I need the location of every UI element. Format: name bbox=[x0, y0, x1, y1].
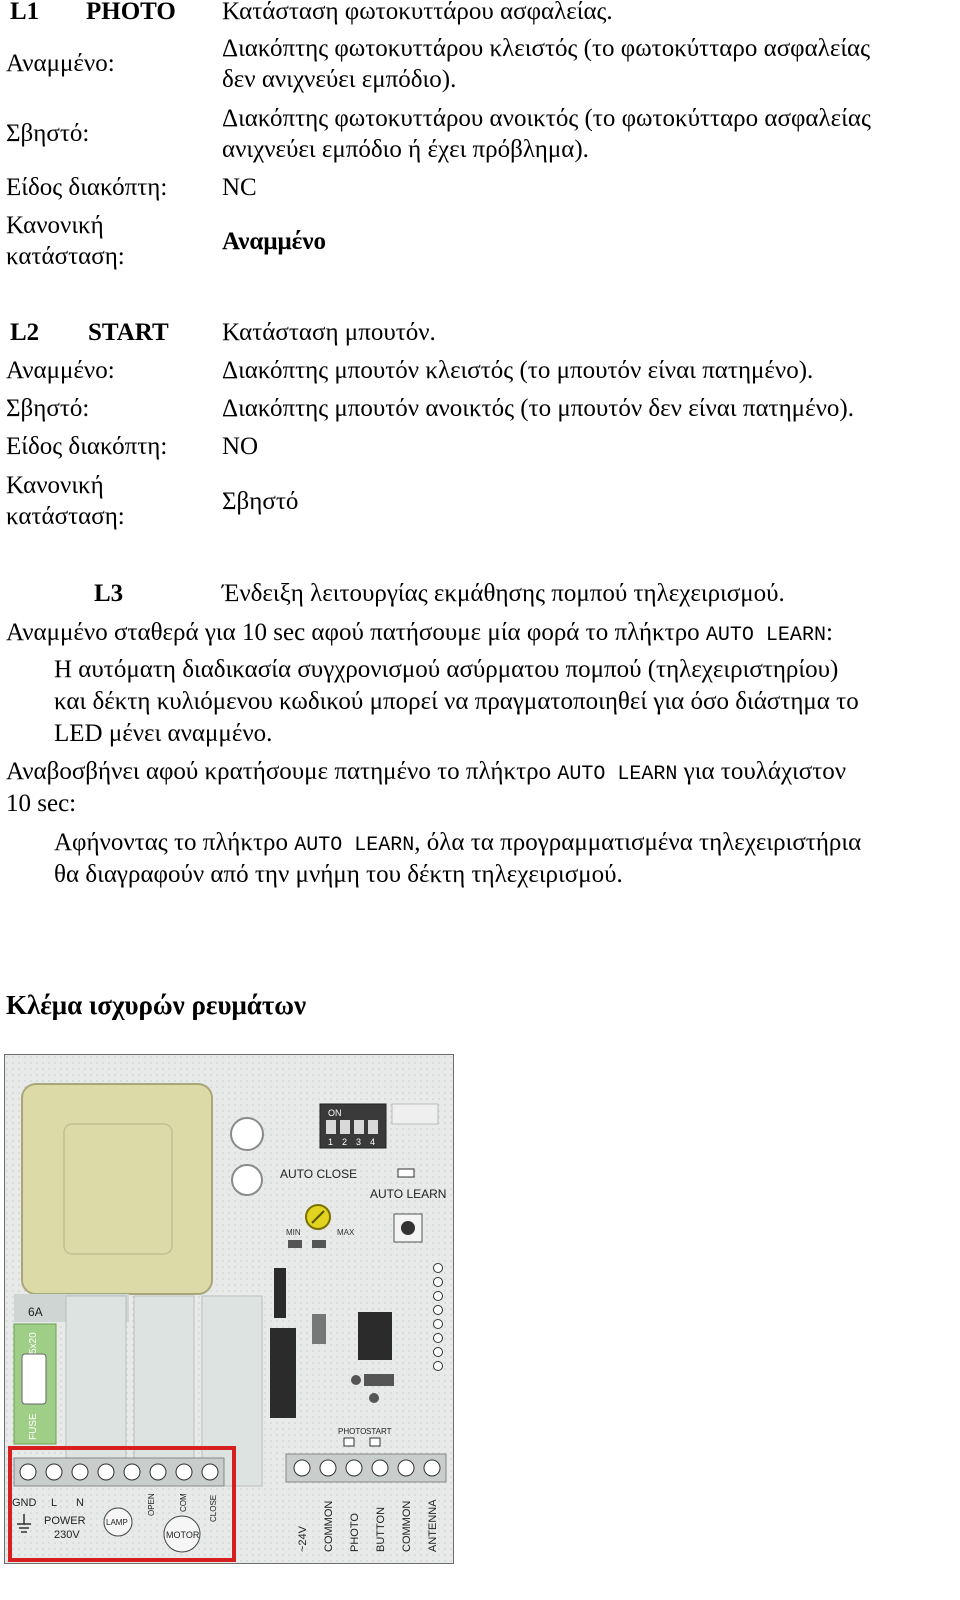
connector-pin bbox=[434, 1348, 443, 1357]
voltage-regulator bbox=[270, 1328, 296, 1418]
terminal-24v: ~24V bbox=[297, 1526, 309, 1552]
l1-off-text-2: ανιχνεύει εμπόδιο ή έχει πρόβλημα). bbox=[222, 136, 589, 163]
dip-num-2: 2 bbox=[342, 1137, 348, 1147]
l1-off-text-1: Διακόπτης φωτοκυττάρου ανοικτός (το φωτοκύτταρο ασφαλείας bbox=[222, 105, 871, 132]
l3-p2-text: Αναβοσβήνει αφού κρατήσουμε πατημένο το πλήκτρο bbox=[6, 758, 558, 785]
l1-on-text-1: Διακόπτης φωτοκυττάρου κλειστός (το φωτοκύτταρο ασφαλείας bbox=[222, 35, 871, 62]
l1-code: L1 bbox=[10, 0, 40, 25]
terminal-screw bbox=[124, 1464, 140, 1480]
connector-pin bbox=[434, 1320, 443, 1329]
terminal-screw bbox=[398, 1460, 414, 1476]
l2-name: START bbox=[88, 319, 169, 346]
l3-indent-1-line-3: LED μένει αναμμένο. bbox=[54, 720, 273, 747]
capacitor-middle bbox=[232, 1165, 262, 1195]
chip-vertical bbox=[274, 1268, 286, 1318]
l1-normal-value: Αναμμένο bbox=[222, 228, 327, 255]
voltage-label: 230V bbox=[54, 1529, 80, 1541]
l2-title: Κατάσταση μπουτόν. bbox=[222, 319, 436, 346]
connector-pin bbox=[434, 1278, 443, 1287]
fuse-label: FUSE bbox=[28, 1413, 39, 1440]
control-board-diagram bbox=[4, 1054, 454, 1564]
terminal-screw bbox=[20, 1464, 36, 1480]
l2-type-value: NO bbox=[222, 433, 259, 460]
l3-code: L3 bbox=[94, 580, 124, 607]
l3-indent-2-line-2: θα διαγραφούν από την μνήμη του δέκτη τηλεχειρισμού. bbox=[54, 861, 623, 888]
l3-p2-post: για τουλάχιστον bbox=[677, 758, 847, 785]
terminal-n: N bbox=[76, 1497, 84, 1509]
connector-pin bbox=[434, 1264, 443, 1273]
l3-paragraph-1 bbox=[6, 617, 946, 652]
trimmer-max-label: MAX bbox=[337, 1228, 355, 1237]
l3-indent-1-line-2: και δέκτη κυλιόμενου κωδικού μπορεί να πραγματοποιηθεί για όσο διάστημα το bbox=[54, 688, 859, 715]
l3-p1-key: AUTO LEARN bbox=[705, 624, 826, 647]
dip-num-3: 3 bbox=[356, 1137, 362, 1147]
motor-com-label: COM bbox=[179, 1493, 188, 1512]
power-label: POWER bbox=[44, 1515, 86, 1527]
l1-name: PHOTO bbox=[86, 0, 176, 25]
trimmer-min-label: MIN bbox=[286, 1228, 301, 1237]
l3-i2-post: , όλα τα προγραμματισμένα τηλεχειριστήρια bbox=[414, 829, 862, 856]
terminal-common-1: COMMON bbox=[323, 1500, 335, 1552]
dip-switch-3 bbox=[354, 1120, 364, 1134]
motor-label: MOTOR bbox=[166, 1530, 200, 1540]
l2-off-label: Σβηστό: bbox=[6, 395, 90, 422]
l2-normal-label-2: κατάσταση: bbox=[6, 503, 125, 530]
terminal-screw bbox=[320, 1460, 336, 1476]
dip-num-4: 4 bbox=[370, 1137, 376, 1147]
dip-num-1: 1 bbox=[328, 1137, 334, 1147]
dip-on-label: ON bbox=[328, 1108, 342, 1118]
terminal-gnd: GND bbox=[12, 1497, 37, 1509]
transformer bbox=[22, 1084, 212, 1294]
terminal-screw bbox=[98, 1464, 114, 1480]
start-led-label: START bbox=[366, 1427, 392, 1436]
connector-pin bbox=[434, 1292, 443, 1301]
smd-component-3 bbox=[312, 1314, 326, 1344]
fuse-rating: 6A bbox=[28, 1305, 43, 1319]
connector-pin bbox=[434, 1306, 443, 1315]
fuse-size-label: 5x20 bbox=[28, 1332, 39, 1354]
photo-led bbox=[344, 1438, 354, 1446]
connector-pin bbox=[434, 1334, 443, 1343]
terminal-l: L bbox=[51, 1497, 58, 1509]
motor-open-label: OPEN bbox=[147, 1493, 156, 1516]
section-heading: Κλέμα ισχυρών ρευμάτων bbox=[6, 990, 307, 1020]
terminal-screw bbox=[46, 1464, 62, 1480]
terminal-antenna: ANTENNA bbox=[427, 1499, 439, 1552]
l2-off-text: Διακόπτης μπουτόν ανοικτός (το μπουτόν δεν είναι πατημένο). bbox=[222, 395, 854, 422]
l2-type-label: Είδος διακόπτη: bbox=[6, 433, 168, 460]
l1-title: Κατάσταση φωτοκυττάρου ασφαλείας. bbox=[222, 0, 613, 25]
l1-normal-label-1: Κανονική bbox=[6, 212, 104, 239]
terminal-screw bbox=[202, 1464, 218, 1480]
l3-p1-text: Αναμμένο σταθερά για 10 sec αφού πατήσουμε μία φορά το πλήκτρο bbox=[6, 619, 706, 646]
l1-on-text-2: δεν ανιχνεύει εμπόδιο). bbox=[222, 66, 457, 93]
terminal-screw bbox=[372, 1460, 388, 1476]
motor-close-label: CLOSE bbox=[209, 1494, 218, 1522]
capacitor-top bbox=[231, 1118, 263, 1150]
smd-component-1 bbox=[288, 1240, 302, 1248]
terminal-screw bbox=[294, 1460, 310, 1476]
led-indicator-2 bbox=[351, 1375, 361, 1385]
dip-switch-2 bbox=[340, 1120, 350, 1134]
l3-paragraph-2-line-2: 10 sec: bbox=[6, 790, 77, 817]
l3-indent-1-line-1: Η αυτόματη διαδικασία συγχρονισμού ασύρματου πομπού (τηλεχειριστηρίου) bbox=[54, 656, 839, 683]
terminal-screw bbox=[176, 1464, 192, 1480]
l3-i2-text: Αφήνοντας το πλήκτρο bbox=[54, 829, 295, 856]
l3-p1-post: : bbox=[825, 619, 833, 646]
terminal-screw bbox=[72, 1464, 88, 1480]
smd-component-4 bbox=[364, 1374, 394, 1386]
l2-on-text: Διακόπτης μπουτόν κλειστός (το μπουτόν είναι πατημένο). bbox=[222, 357, 814, 384]
terminal-button: BUTTON bbox=[375, 1506, 387, 1552]
fuse bbox=[22, 1354, 46, 1404]
l1-normal-label-2: κατάσταση: bbox=[6, 243, 125, 270]
l3-paragraph-2 bbox=[6, 756, 946, 791]
terminal-common-2: COMMON bbox=[401, 1500, 413, 1552]
l3-p2-key: AUTO LEARN bbox=[557, 763, 678, 786]
terminal-screw bbox=[424, 1460, 440, 1476]
terminal-screw bbox=[346, 1460, 362, 1476]
l1-type-label: Είδος διακόπτη: bbox=[6, 174, 168, 201]
l2-on-label: Αναμμένο: bbox=[6, 357, 115, 384]
terminal-screw bbox=[150, 1464, 166, 1480]
led-indicator-1 bbox=[369, 1393, 379, 1403]
terminal-photo: PHOTO bbox=[349, 1513, 361, 1552]
photo-led-label: PHOTO bbox=[338, 1427, 367, 1436]
dip-switch-1 bbox=[326, 1120, 336, 1134]
start-led bbox=[370, 1438, 380, 1446]
l2-normal-value: Σβηστό bbox=[222, 488, 299, 515]
dip-switch-4 bbox=[368, 1120, 378, 1134]
lamp-label: LAMP bbox=[106, 1518, 128, 1527]
l2-normal-label-1: Κανονική bbox=[6, 472, 104, 499]
l3-title: Ένδειξη λειτουργίας εκμάθησης πομπού τηλεχειρισμού. bbox=[222, 580, 785, 607]
l2-code: L2 bbox=[10, 319, 40, 346]
smd-component-2 bbox=[312, 1240, 326, 1248]
l1-type-value: NC bbox=[222, 174, 257, 201]
l3-indent-2-line-1 bbox=[54, 827, 944, 862]
auto-learn-button-cap bbox=[401, 1221, 415, 1235]
l1-on-label: Αναμμένο: bbox=[6, 50, 115, 77]
dip-switch-header bbox=[392, 1104, 438, 1124]
l1-off-label: Σβηστό: bbox=[6, 120, 90, 147]
l3-i2-key: AUTO LEARN bbox=[294, 834, 415, 857]
connector-pin bbox=[434, 1362, 443, 1371]
auto-close-label: AUTO CLOSE bbox=[280, 1167, 358, 1181]
auto-learn-label: AUTO LEARN bbox=[370, 1187, 447, 1201]
learn-led bbox=[398, 1169, 414, 1177]
microcontroller-chip bbox=[358, 1312, 392, 1360]
